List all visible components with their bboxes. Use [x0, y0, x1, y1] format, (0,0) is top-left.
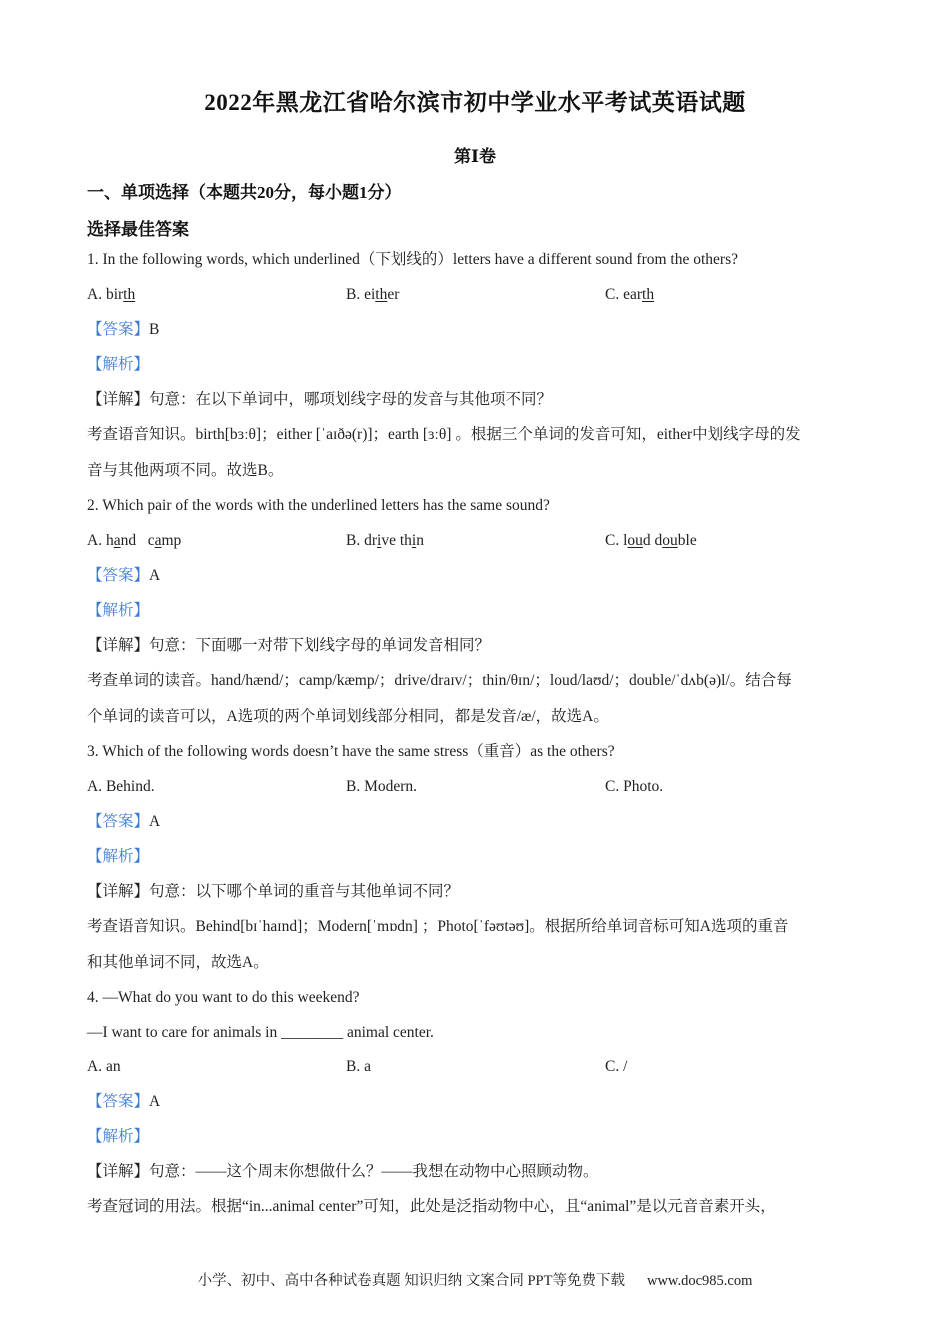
q2-option-b: B. drive thin — [346, 532, 424, 549]
q2-explanation-line-2: 个单词的读音可以，A选项的两个单词划线部分相同，都是发音/æ/，故选A。 — [87, 708, 609, 725]
q3-option-b: B. Modern. — [346, 778, 418, 795]
q4-option-c: C. / — [605, 1058, 628, 1075]
q4-answer: 【答案】A — [87, 1093, 161, 1110]
q4-stem-line-1: 4. —What do you want to do this weekend? — [87, 989, 360, 1006]
q1-option-c: C. earth — [605, 286, 655, 303]
q2-answer: 【答案】A — [87, 567, 161, 584]
q4-detail: 【详解】句意：——这个周末你想做什么？——我想在动物中心照顾动物。 — [87, 1163, 599, 1180]
q3-option-a: A. Behind. — [87, 778, 155, 795]
q4-explanation-line-1: 考查冠词的用法。根据“in...animal center”可知，此处是泛指动物中心，且“animal”是以元音音素开头， — [87, 1198, 776, 1215]
q2-detail: 【详解】句意：下面哪一对带下划线字母的单词发音相同？ — [87, 637, 491, 654]
q3-detail: 【详解】句意：以下哪个单词的重音与其他单词不同？ — [87, 883, 460, 900]
page-footer — [0, 1269, 950, 1290]
q4-stem-line-2: —I want to care for animals in ________ animal center. — [87, 1024, 434, 1041]
section-heading: 一、单项选择（本题共20分，每小题1分） — [87, 183, 402, 202]
q1-explanation-line-1: 考查语音知识。birth[bɜːθ]；either [ˈaɪðə(r)]；earth [ɜːθ] 。根据三个单词的发音可知，either中划线字母的发 — [87, 426, 801, 443]
q2-stem: 2. Which pair of the words with the underlined letters has the same sound? — [87, 497, 550, 514]
paper-part-heading: 第Ⅰ卷 — [454, 147, 496, 166]
q4-option-a: A. an — [87, 1058, 121, 1075]
footer-text: 小学、初中、高中各种试卷真题 知识归纳 文案合同 PPT等免费下载 — [197, 1273, 625, 1289]
page-title: 2022年黑龙江省哈尔滨市初中学业水平考试英语试题 — [204, 90, 746, 115]
q1-stem: 1. In the following words, which underlined（下划线的）letters have a different sound from the others? — [87, 251, 738, 268]
q1-analysis-tag: 【解析】 — [87, 356, 150, 373]
q3-explanation-line-2: 和其他单词不同，故选A。 — [87, 954, 269, 971]
q2-analysis-tag: 【解析】 — [87, 602, 150, 619]
subsection-heading: 选择最佳答案 — [87, 220, 189, 239]
q3-explanation-line-1: 考查语音知识。Behind[bɪˈhaɪnd]；Modern[ˈmɒdn] ；Photo[ˈfəʊtəʊ]。根据所给单词音标可知A选项的重音 — [87, 918, 789, 935]
footer-site-link[interactable]: www.doc985.com — [646, 1273, 753, 1289]
q4-option-b: B. a — [346, 1058, 371, 1075]
q1-answer: 【答案】B — [87, 321, 160, 338]
q4-analysis-tag: 【解析】 — [87, 1128, 150, 1145]
q2-option-a: A. hand camp — [87, 532, 182, 549]
q3-analysis-tag: 【解析】 — [87, 848, 150, 865]
q2-option-c: C. loud double — [605, 532, 697, 549]
q3-answer: 【答案】A — [87, 813, 161, 830]
q1-explanation-line-2: 音与其他两项不同。故选B。 — [87, 462, 284, 479]
q1-option-b: B. either — [346, 286, 400, 303]
q3-option-c: C. Photo. — [605, 778, 664, 795]
q1-option-a: A. birth — [87, 286, 136, 303]
q2-explanation-line-1: 考查单词的读音。hand/hænd/；camp/kæmp/；drive/draɪv/；thin/θɪn/；loud/laʊd/；double/ˈdʌb(ə)l/。结合每 — [87, 672, 792, 689]
q3-stem: 3. Which of the following words doesn’t have the same stress（重音）as the others? — [87, 743, 615, 760]
q1-detail: 【详解】句意：在以下单词中，哪项划线字母的发音与其他项不同？ — [87, 391, 553, 408]
